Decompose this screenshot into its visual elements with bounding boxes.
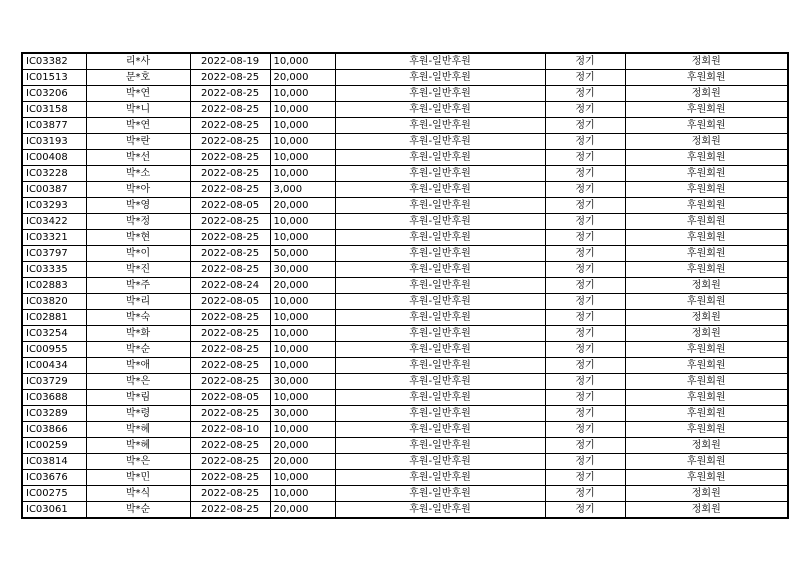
amount-cell: 10,000 — [270, 214, 335, 230]
donation-date-cell: 2022-08-24 — [190, 278, 270, 294]
member-type-cell: 후원회원 — [625, 390, 788, 406]
member-id-cell: IC03193 — [22, 134, 86, 150]
table-row — [22, 150, 788, 166]
member-id-cell: IC03382 — [22, 53, 86, 70]
donation-date-cell: 2022-08-10 — [190, 422, 270, 438]
donor-name-cell: 박*리 — [86, 294, 190, 310]
donation-type-cell: 후원-일반후원 — [335, 166, 545, 182]
donation-type-cell: 후원-일반후원 — [335, 86, 545, 102]
amount-cell: 20,000 — [270, 70, 335, 86]
table-row — [22, 454, 788, 470]
donation-date-cell: 2022-08-25 — [190, 150, 270, 166]
member-id-cell: IC00275 — [22, 486, 86, 502]
amount-cell: 10,000 — [270, 486, 335, 502]
donation-date-cell: 2022-08-05 — [190, 198, 270, 214]
member-id-cell: IC03877 — [22, 118, 86, 134]
table-row — [22, 470, 788, 486]
donor-name-cell: 박*순 — [86, 502, 190, 519]
donation-type-cell: 후원-일반후원 — [335, 246, 545, 262]
donation-cycle-cell: 정기 — [545, 390, 625, 406]
donation-date-cell: 2022-08-25 — [190, 358, 270, 374]
table-row — [22, 214, 788, 230]
donation-cycle-cell: 정기 — [545, 502, 625, 519]
table-row — [22, 294, 788, 310]
member-id-cell: IC03729 — [22, 374, 86, 390]
donation-date-cell: 2022-08-25 — [190, 486, 270, 502]
donation-type-cell: 후원-일반후원 — [335, 438, 545, 454]
member-type-cell: 정회원 — [625, 134, 788, 150]
donation-date-cell: 2022-08-25 — [190, 86, 270, 102]
member-id-cell: IC02881 — [22, 310, 86, 326]
donation-cycle-cell: 정기 — [545, 53, 625, 70]
member-type-cell: 정회원 — [625, 502, 788, 519]
table-row — [22, 246, 788, 262]
donation-type-cell: 후원-일반후원 — [335, 118, 545, 134]
member-id-cell: IC03422 — [22, 214, 86, 230]
table-row — [22, 406, 788, 422]
member-id-cell: IC00387 — [22, 182, 86, 198]
donor-name-cell: 리*사 — [86, 53, 190, 70]
member-id-cell: IC03289 — [22, 406, 86, 422]
table-row — [22, 310, 788, 326]
donation-type-cell: 후원-일반후원 — [335, 470, 545, 486]
donation-date-cell: 2022-08-25 — [190, 182, 270, 198]
member-type-cell: 후원회원 — [625, 294, 788, 310]
amount-cell: 10,000 — [270, 53, 335, 70]
amount-cell: 10,000 — [270, 102, 335, 118]
donation-type-cell: 후원-일반후원 — [335, 406, 545, 422]
member-type-cell: 정회원 — [625, 278, 788, 294]
donation-date-cell: 2022-08-25 — [190, 502, 270, 519]
donation-cycle-cell: 정기 — [545, 454, 625, 470]
member-id-cell: IC03293 — [22, 198, 86, 214]
table-row — [22, 118, 788, 134]
donor-name-cell: 박*은 — [86, 374, 190, 390]
table-row — [22, 486, 788, 502]
donation-cycle-cell: 정기 — [545, 166, 625, 182]
amount-cell: 10,000 — [270, 118, 335, 134]
table-row — [22, 53, 788, 70]
donation-date-cell: 2022-08-25 — [190, 166, 270, 182]
member-id-cell: IC03158 — [22, 102, 86, 118]
donation-type-cell: 후원-일반후원 — [335, 198, 545, 214]
amount-cell: 30,000 — [270, 406, 335, 422]
member-type-cell: 후원회원 — [625, 406, 788, 422]
donation-cycle-cell: 정기 — [545, 374, 625, 390]
amount-cell: 10,000 — [270, 134, 335, 150]
table-row — [22, 422, 788, 438]
member-id-cell: IC00434 — [22, 358, 86, 374]
donation-type-cell: 후원-일반후원 — [335, 454, 545, 470]
donation-type-cell: 후원-일반후원 — [335, 326, 545, 342]
donor-name-cell: 박*민 — [86, 470, 190, 486]
member-type-cell: 후원회원 — [625, 262, 788, 278]
member-id-cell: IC02883 — [22, 278, 86, 294]
member-id-cell: IC03797 — [22, 246, 86, 262]
member-type-cell: 정회원 — [625, 438, 788, 454]
member-type-cell: 정회원 — [625, 86, 788, 102]
donation-type-cell: 후원-일반후원 — [335, 342, 545, 358]
donor-name-cell: 박*정 — [86, 214, 190, 230]
table-row — [22, 502, 788, 519]
donation-date-cell: 2022-08-19 — [190, 53, 270, 70]
donor-name-cell: 박*니 — [86, 102, 190, 118]
member-id-cell: IC03688 — [22, 390, 86, 406]
donor-name-cell: 박*연 — [86, 86, 190, 102]
donation-cycle-cell: 정기 — [545, 246, 625, 262]
amount-cell: 10,000 — [270, 342, 335, 358]
donation-date-cell: 2022-08-25 — [190, 470, 270, 486]
table-row — [22, 166, 788, 182]
donation-cycle-cell: 정기 — [545, 214, 625, 230]
member-type-cell: 후원회원 — [625, 470, 788, 486]
donor-name-cell: 박*영 — [86, 198, 190, 214]
amount-cell: 10,000 — [270, 166, 335, 182]
member-type-cell: 후원회원 — [625, 102, 788, 118]
donation-cycle-cell: 정기 — [545, 70, 625, 86]
member-type-cell: 후원회원 — [625, 182, 788, 198]
donation-type-cell: 후원-일반후원 — [335, 214, 545, 230]
table-row — [22, 278, 788, 294]
member-id-cell: IC03820 — [22, 294, 86, 310]
amount-cell: 30,000 — [270, 374, 335, 390]
donation-cycle-cell: 정기 — [545, 182, 625, 198]
donation-date-cell: 2022-08-25 — [190, 326, 270, 342]
member-id-cell: IC03254 — [22, 326, 86, 342]
member-id-cell: IC03676 — [22, 470, 86, 486]
donor-name-cell: 박*선 — [86, 150, 190, 166]
donation-cycle-cell: 정기 — [545, 438, 625, 454]
member-type-cell: 후원회원 — [625, 150, 788, 166]
donation-date-cell: 2022-08-25 — [190, 118, 270, 134]
member-type-cell: 후원회원 — [625, 214, 788, 230]
amount-cell: 3,000 — [270, 182, 335, 198]
table-row — [22, 134, 788, 150]
donation-date-cell: 2022-08-25 — [190, 102, 270, 118]
donation-cycle-cell: 정기 — [545, 326, 625, 342]
donor-name-cell: 박*현 — [86, 230, 190, 246]
member-id-cell: IC00259 — [22, 438, 86, 454]
donation-cycle-cell: 정기 — [545, 150, 625, 166]
donation-date-cell: 2022-08-25 — [190, 262, 270, 278]
donor-name-cell: 박*은 — [86, 454, 190, 470]
member-type-cell: 후원회원 — [625, 198, 788, 214]
table-row — [22, 86, 788, 102]
member-type-cell: 후원회원 — [625, 70, 788, 86]
donation-type-cell: 후원-일반후원 — [335, 390, 545, 406]
amount-cell: 20,000 — [270, 278, 335, 294]
member-type-cell: 후원회원 — [625, 358, 788, 374]
donation-type-cell: 후원-일반후원 — [335, 182, 545, 198]
donor-name-cell: 박*주 — [86, 278, 190, 294]
amount-cell: 20,000 — [270, 502, 335, 519]
amount-cell: 10,000 — [270, 390, 335, 406]
member-id-cell: IC03866 — [22, 422, 86, 438]
donor-name-cell: 박*숙 — [86, 310, 190, 326]
member-id-cell: IC03206 — [22, 86, 86, 102]
donation-cycle-cell: 정기 — [545, 118, 625, 134]
amount-cell: 10,000 — [270, 294, 335, 310]
donation-type-cell: 후원-일반후원 — [335, 134, 545, 150]
table-row — [22, 262, 788, 278]
donor-name-cell: 문*호 — [86, 70, 190, 86]
donor-name-cell: 박*란 — [86, 134, 190, 150]
member-type-cell: 정회원 — [625, 326, 788, 342]
donation-cycle-cell: 정기 — [545, 486, 625, 502]
table-row — [22, 182, 788, 198]
donor-name-cell: 박*혜 — [86, 438, 190, 454]
amount-cell: 20,000 — [270, 198, 335, 214]
donation-date-cell: 2022-08-25 — [190, 310, 270, 326]
donation-cycle-cell: 정기 — [545, 422, 625, 438]
amount-cell: 20,000 — [270, 438, 335, 454]
member-id-cell: IC00955 — [22, 342, 86, 358]
donation-date-cell: 2022-08-25 — [190, 438, 270, 454]
donation-date-cell: 2022-08-25 — [190, 406, 270, 422]
donation-date-cell: 2022-08-25 — [190, 70, 270, 86]
donation-type-cell: 후원-일반후원 — [335, 70, 545, 86]
donation-date-cell: 2022-08-05 — [190, 294, 270, 310]
member-type-cell: 후원회원 — [625, 374, 788, 390]
donor-name-cell: 박*아 — [86, 182, 190, 198]
member-type-cell: 후원회원 — [625, 118, 788, 134]
donation-cycle-cell: 정기 — [545, 294, 625, 310]
donor-name-cell: 박*령 — [86, 406, 190, 422]
table-row — [22, 342, 788, 358]
donation-type-cell: 후원-일반후원 — [335, 358, 545, 374]
amount-cell: 30,000 — [270, 262, 335, 278]
table-row — [22, 358, 788, 374]
donation-date-cell: 2022-08-25 — [190, 246, 270, 262]
member-type-cell: 정회원 — [625, 310, 788, 326]
donor-name-cell: 박*화 — [86, 326, 190, 342]
donation-type-cell: 후원-일반후원 — [335, 230, 545, 246]
member-id-cell: IC03814 — [22, 454, 86, 470]
donation-type-cell: 후원-일반후원 — [335, 278, 545, 294]
amount-cell: 10,000 — [270, 422, 335, 438]
member-id-cell: IC03061 — [22, 502, 86, 519]
amount-cell: 10,000 — [270, 86, 335, 102]
donation-cycle-cell: 정기 — [545, 342, 625, 358]
donation-cycle-cell: 정기 — [545, 278, 625, 294]
table-row — [22, 438, 788, 454]
ledger-body — [22, 53, 788, 518]
donor-name-cell: 박*진 — [86, 262, 190, 278]
donation-type-cell: 후원-일반후원 — [335, 150, 545, 166]
amount-cell: 10,000 — [270, 326, 335, 342]
donation-type-cell: 후원-일반후원 — [335, 486, 545, 502]
member-id-cell: IC01513 — [22, 70, 86, 86]
donor-name-cell: 박*림 — [86, 390, 190, 406]
donor-name-cell: 박*애 — [86, 358, 190, 374]
donation-cycle-cell: 정기 — [545, 358, 625, 374]
donation-cycle-cell: 정기 — [545, 86, 625, 102]
donation-cycle-cell: 정기 — [545, 406, 625, 422]
donor-name-cell: 박*식 — [86, 486, 190, 502]
donation-type-cell: 후원-일반후원 — [335, 422, 545, 438]
donation-type-cell: 후원-일반후원 — [335, 262, 545, 278]
donation-date-cell: 2022-08-25 — [190, 214, 270, 230]
donation-type-cell: 후원-일반후원 — [335, 53, 545, 70]
member-type-cell: 후원회원 — [625, 166, 788, 182]
donation-cycle-cell: 정기 — [545, 198, 625, 214]
donation-cycle-cell: 정기 — [545, 102, 625, 118]
donation-type-cell: 후원-일반후원 — [335, 102, 545, 118]
donation-cycle-cell: 정기 — [545, 470, 625, 486]
member-type-cell: 후원회원 — [625, 230, 788, 246]
table-row — [22, 230, 788, 246]
table-row — [22, 102, 788, 118]
member-type-cell: 정회원 — [625, 486, 788, 502]
donor-name-cell: 박*소 — [86, 166, 190, 182]
donation-cycle-cell: 정기 — [545, 134, 625, 150]
donation-date-cell: 2022-08-25 — [190, 134, 270, 150]
table-row — [22, 70, 788, 86]
member-type-cell: 정회원 — [625, 53, 788, 70]
table-row — [22, 390, 788, 406]
member-type-cell: 후원회원 — [625, 342, 788, 358]
donation-date-cell: 2022-08-25 — [190, 374, 270, 390]
table-row — [22, 374, 788, 390]
donation-date-cell: 2022-08-05 — [190, 390, 270, 406]
amount-cell: 10,000 — [270, 310, 335, 326]
donation-type-cell: 후원-일반후원 — [335, 294, 545, 310]
donor-name-cell: 박*혜 — [86, 422, 190, 438]
member-type-cell: 후원회원 — [625, 246, 788, 262]
donation-cycle-cell: 정기 — [545, 262, 625, 278]
amount-cell: 10,000 — [270, 470, 335, 486]
donation-ledger-table — [21, 52, 789, 519]
member-id-cell: IC00408 — [22, 150, 86, 166]
amount-cell: 10,000 — [270, 230, 335, 246]
donation-date-cell: 2022-08-25 — [190, 454, 270, 470]
donation-date-cell: 2022-08-25 — [190, 230, 270, 246]
table-row — [22, 198, 788, 214]
donation-cycle-cell: 정기 — [545, 230, 625, 246]
donation-type-cell: 후원-일반후원 — [335, 374, 545, 390]
amount-cell: 50,000 — [270, 246, 335, 262]
table-row — [22, 326, 788, 342]
amount-cell: 20,000 — [270, 454, 335, 470]
amount-cell: 10,000 — [270, 150, 335, 166]
donation-type-cell: 후원-일반후원 — [335, 310, 545, 326]
donation-type-cell: 후원-일반후원 — [335, 502, 545, 519]
donation-date-cell: 2022-08-25 — [190, 342, 270, 358]
donor-name-cell: 박*이 — [86, 246, 190, 262]
member-id-cell: IC03228 — [22, 166, 86, 182]
member-id-cell: IC03321 — [22, 230, 86, 246]
member-type-cell: 후원회원 — [625, 454, 788, 470]
member-type-cell: 후원회원 — [625, 422, 788, 438]
donor-name-cell: 박*순 — [86, 342, 190, 358]
amount-cell: 10,000 — [270, 358, 335, 374]
donation-cycle-cell: 정기 — [545, 310, 625, 326]
donor-name-cell: 박*연 — [86, 118, 190, 134]
member-id-cell: IC03335 — [22, 262, 86, 278]
